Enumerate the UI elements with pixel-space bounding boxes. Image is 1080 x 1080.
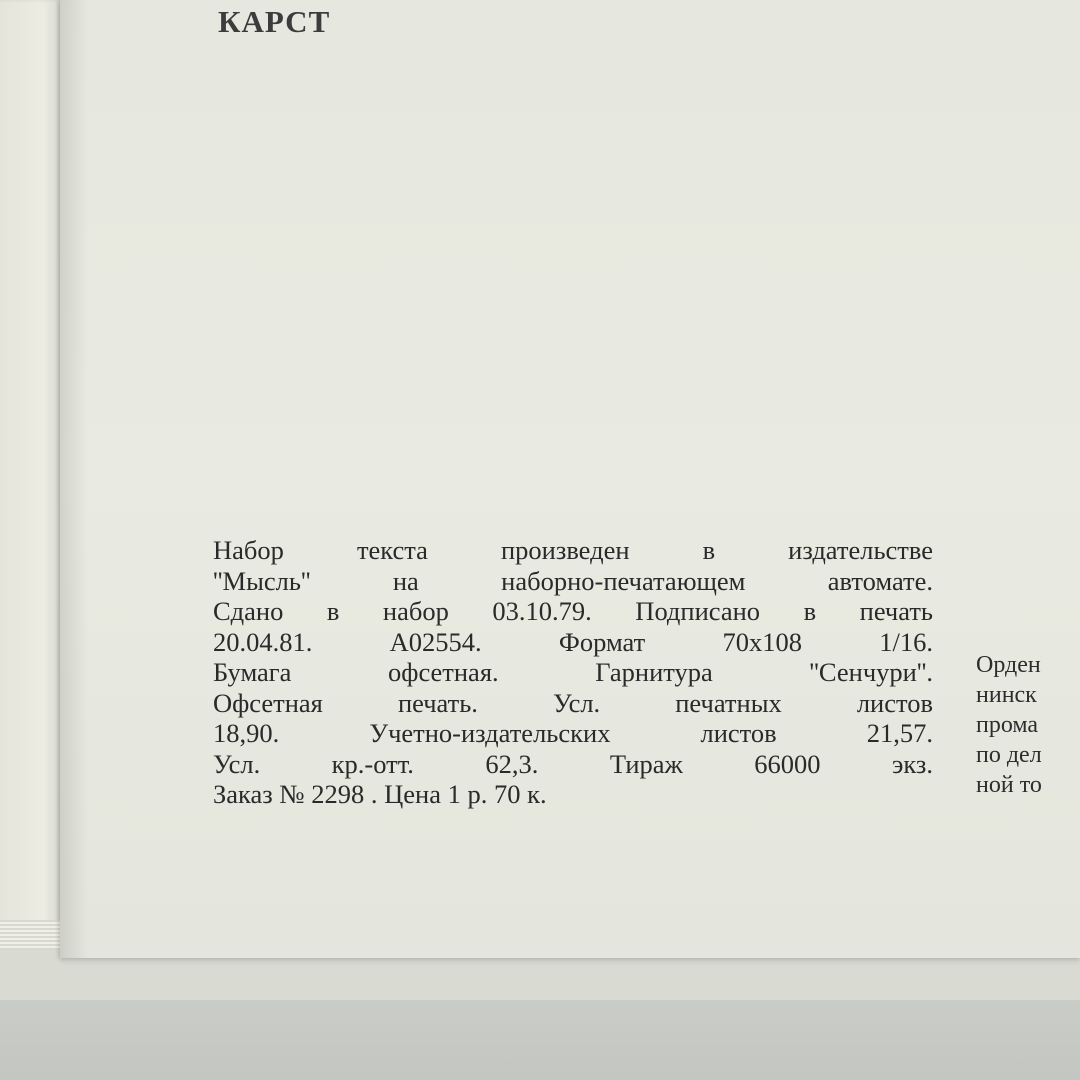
page-stack <box>0 920 62 950</box>
page-edge <box>0 0 62 950</box>
imprint-line: Заказ № 2298 . Цена 1 р. 70 к. <box>213 779 547 809</box>
imprint-line: 20.04.81. А02554. Формат 70x108 1/16. <box>213 626 933 657</box>
imprint-line: Бумага офсетная. Гарнитура ''Сенчури''. <box>213 657 933 687</box>
book-title: КАРСТ <box>218 4 331 39</box>
imprint-line: Сдано в набор 03.10.79. Подписано в печать <box>213 596 933 626</box>
imprint-line: ''Мысль'' на наборно-печатающем автомате. <box>213 565 933 596</box>
imprint-line: Офсетная печать. Усл. печатных листов <box>213 687 933 718</box>
order-line: Орден <box>976 652 1041 678</box>
imprint-line: 18,90. Учетно-издательских листов 21,57. <box>213 718 933 748</box>
imprint-line: Усл. кр.-отт. 62,3. Тираж 66000 экз. <box>213 748 933 779</box>
imprint-block <box>213 535 933 810</box>
order-line: ной то <box>976 772 1042 798</box>
order-block <box>976 650 1080 800</box>
order-line: по дел <box>976 742 1042 768</box>
book-page <box>60 0 1080 958</box>
order-line: нинск <box>976 682 1037 708</box>
order-line: прома <box>976 712 1039 738</box>
imprint-line: Набор текста произведен в издательстве <box>213 535 933 565</box>
page-gutter-shadow <box>60 0 88 958</box>
